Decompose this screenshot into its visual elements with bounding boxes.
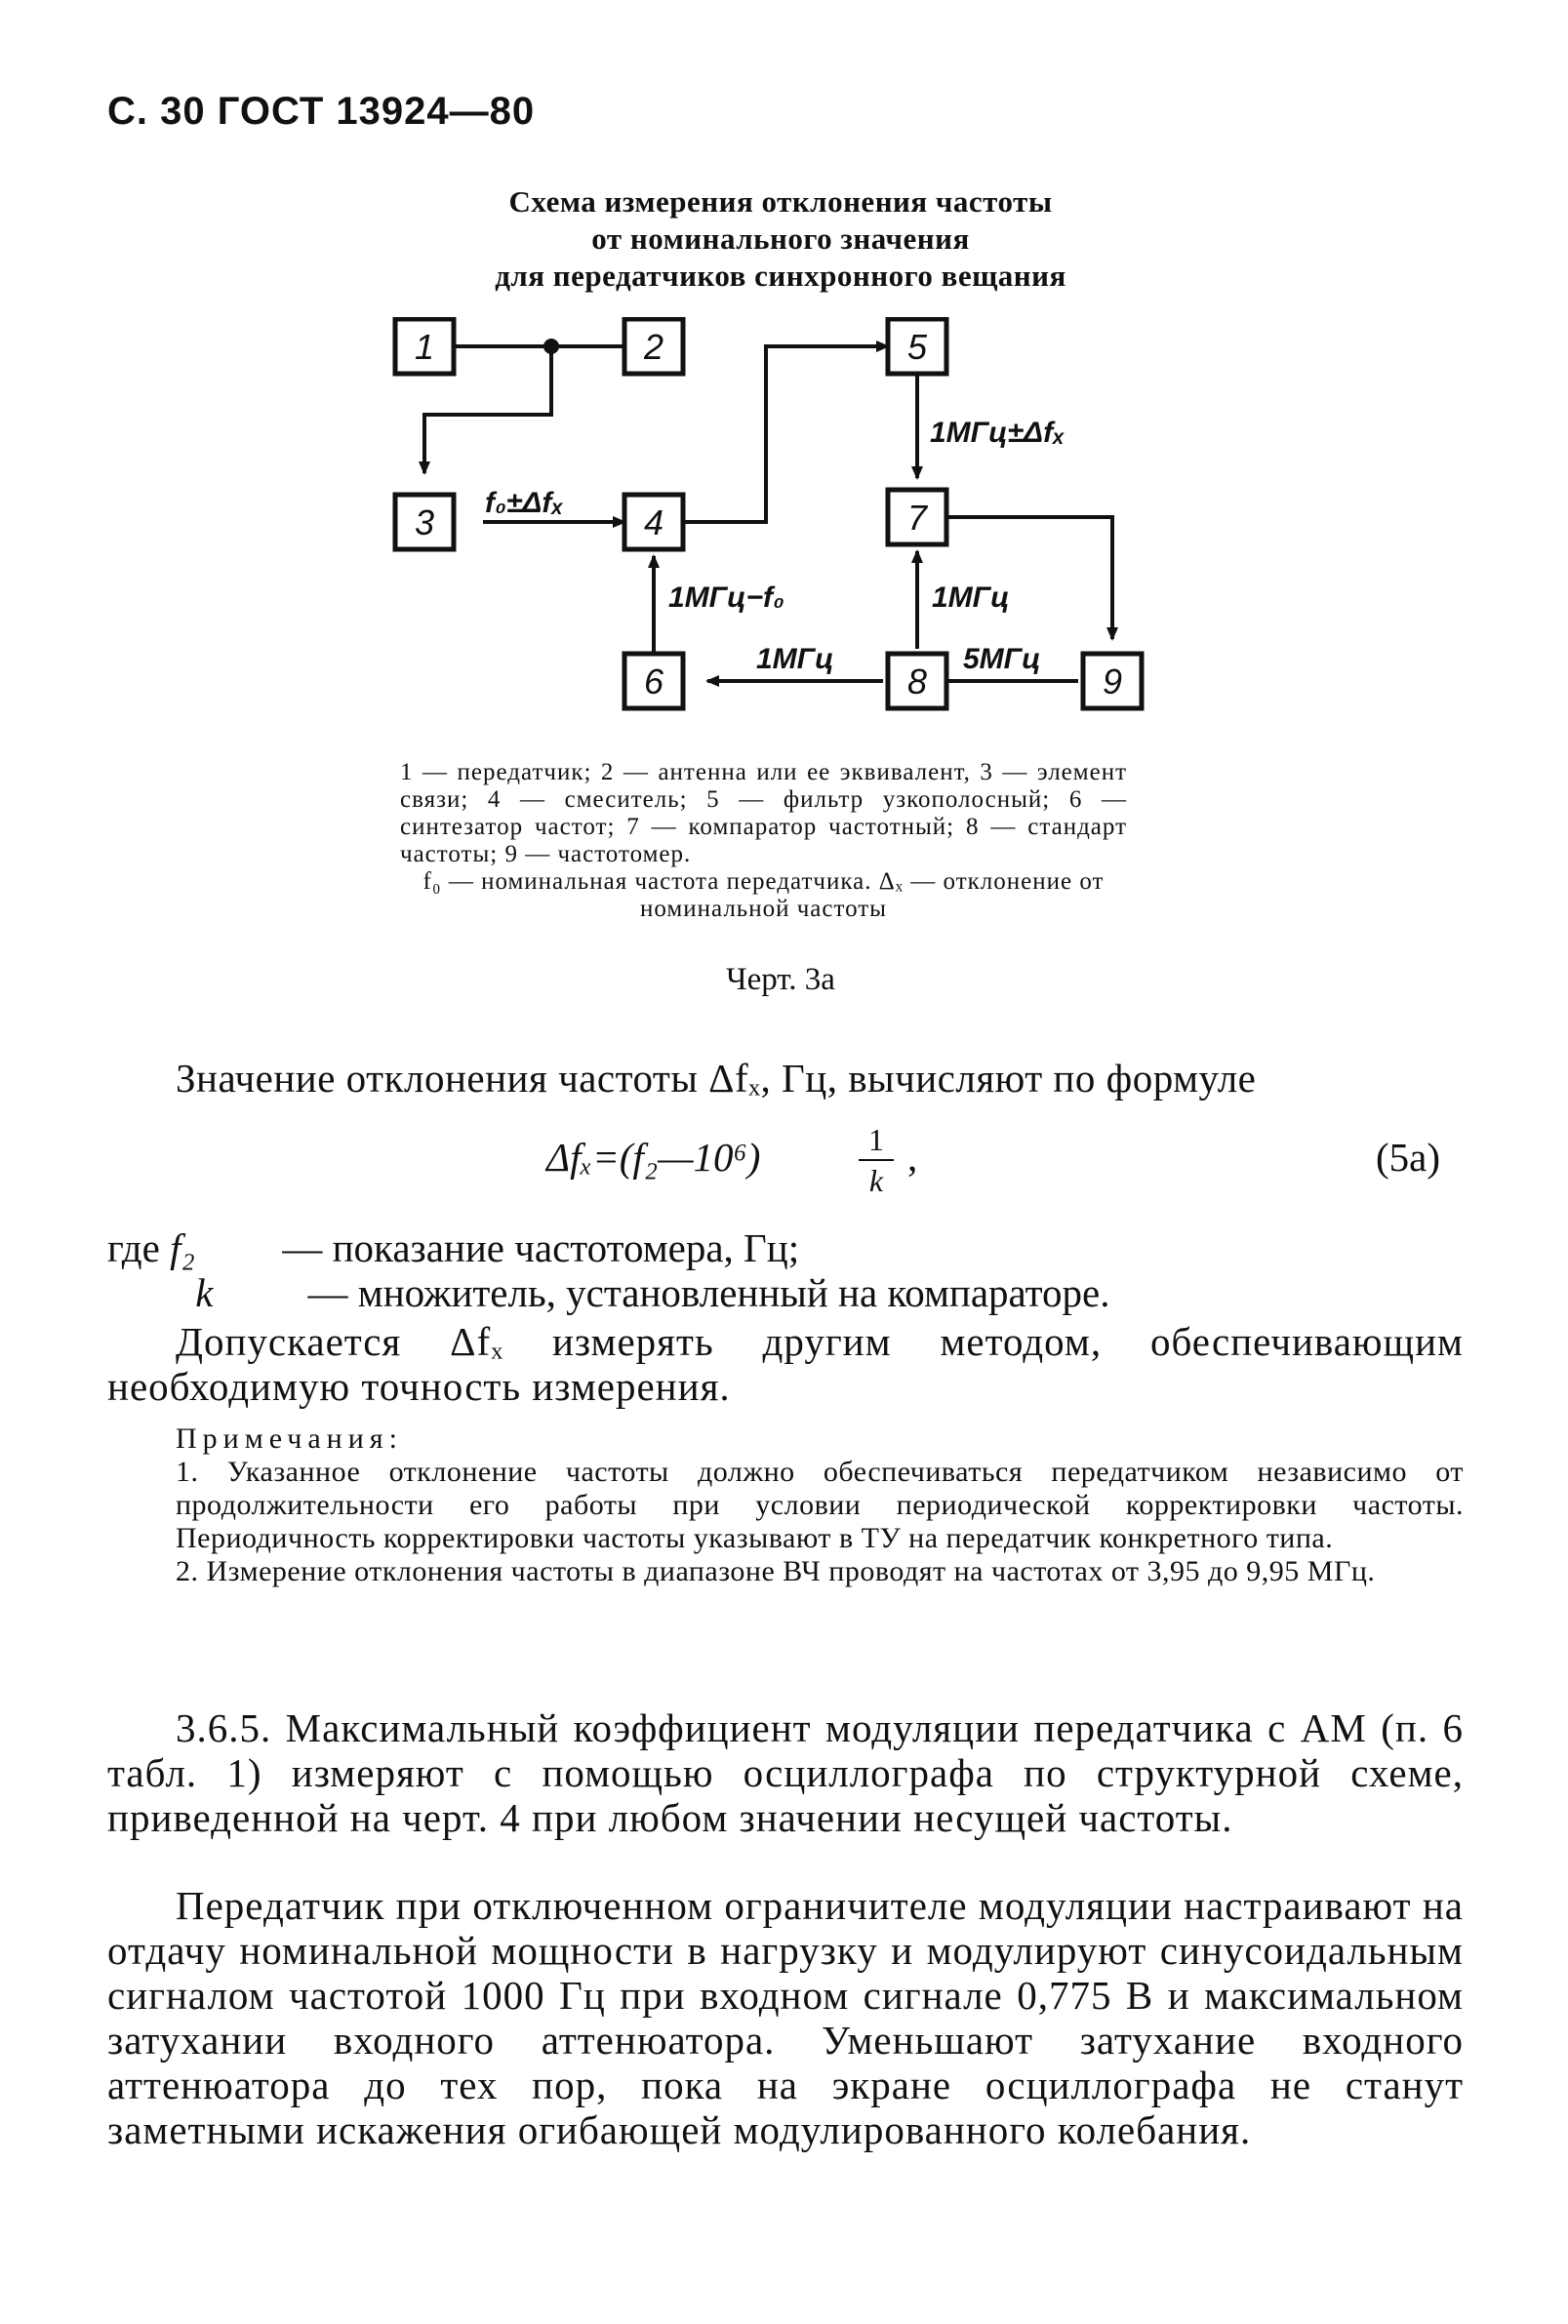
signal-label-1mhz-pm: 1МГц±Δfₓ: [930, 417, 1065, 449]
formula-5a: [0, 1122, 1568, 1210]
figure-title: [371, 183, 1190, 295]
legend-line: 1 — передатчик; 2 — антенна или ее эквивалент, 3 — элемент связи; 4 — смеситель; 5 — фильтр узкополосный; 6 — синтезатор частот; 7 — компаратор частотный; 8 — стандарт частоты; 9 — частотомер.: [400, 759, 1127, 867]
fraction-bar: [859, 1159, 894, 1161]
block-9-label: 9: [1102, 661, 1123, 701]
block-8-label: 8: [906, 661, 928, 701]
formula-fraction: [859, 1122, 894, 1198]
figure-title-line: для передатчиков синхронного вещания: [495, 259, 1066, 293]
formula-number: (5а): [1376, 1135, 1441, 1180]
block-4-label: 4: [643, 502, 664, 542]
where-row: [107, 1225, 1110, 1270]
notes: [176, 1422, 1464, 1588]
line-7-9: [946, 517, 1112, 639]
where-symbol: k: [195, 1270, 214, 1315]
legend-line: f₀ — номинальная частота передатчика. Δₓ — отклонение от номинальной частоты: [422, 868, 1105, 922]
where-text: — показание частотомера, Гц;: [282, 1225, 800, 1270]
figure-title-line: Схема измерения отклонения частоты: [508, 184, 1053, 219]
formula-comma: ,: [907, 1135, 918, 1180]
permit-paragraph: Допускается Δfₓ измерять другим методом, обеспечивающим необходимую точность измерения.: [107, 1319, 1464, 1409]
figure-title-line: от номинального значения: [591, 221, 970, 256]
signal-label-1mhz-7: 1МГц: [932, 581, 1010, 614]
figure-caption: Черт. 3а: [726, 962, 835, 997]
signal-label-1mhz-minus-f0: 1МГц−f₀: [668, 581, 784, 614]
where-text: — множитель, установленный на компараторе.: [307, 1270, 1110, 1315]
block-3-label: 3: [414, 502, 435, 542]
note-item: 1. Указанное отклонение частоты должно обеспечиваться передатчиком независимо от продолжительности его работы при условии периодической корректировки частоты. Периодичность корректировки частоты указывают в ТУ на передатчик конкретного типа.: [176, 1456, 1464, 1554]
note-item: 2. Измерение отклонения частоты в диапазоне ВЧ проводят на частотах от 3,95 до 9,95 МГц.: [176, 1555, 1376, 1587]
block-7-label: 7: [906, 498, 928, 538]
formula-lhs: Δfₓ=(f₂—10⁶): [546, 1135, 761, 1180]
figure-legend: [400, 759, 1127, 923]
block-2-label: 2: [643, 327, 664, 367]
block-6-label: 6: [643, 661, 664, 701]
page-header: С. 30 ГОСТ 13924—80: [107, 90, 536, 133]
block-diagram: [385, 317, 1166, 727]
block-1-label: 1: [414, 327, 435, 367]
section-3-6-5: 3.6.5. Максимальный коэффициент модуляции передатчика с АМ (п. 6 табл. 1) измеряют с помощью осциллографа по структурной схеме, приведенной на черт. 4 при любом значении несущей частоты.: [107, 1705, 1464, 1840]
formula-intro: Значение отклонения частоты Δfₓ, Гц, вычисляют по формуле: [176, 1056, 1257, 1101]
signal-label-f0-dfx: f₀±Δfₓ: [485, 487, 564, 519]
where-symbol: f₂: [170, 1225, 195, 1270]
where-row: [107, 1270, 1110, 1315]
formula-denominator: k: [868, 1163, 884, 1198]
body-paragraph: Передатчик при отключенном ограничителе модуляции настраивают на отдачу номинальной мощности в нагрузку и модулируют синусоидальным сигналом частотой 1000 Гц при входном сигнале 0,775 В и максимальном затухании входного аттенюатора. Уменьшают затухание входного аттенюатора до тех пор, пока на экране осциллографа не станут заметными искажения огибающей модулированного колебания.: [107, 1883, 1464, 2152]
block-5-label: 5: [906, 327, 928, 367]
notes-heading: Примечания:: [176, 1422, 403, 1455]
where-prefix: где: [107, 1225, 160, 1270]
formula-numerator: 1: [868, 1122, 884, 1157]
line-4-5: [683, 346, 888, 522]
where-list: [107, 1225, 1110, 1315]
signal-label-1mhz-6: 1МГц: [756, 643, 834, 675]
signal-label-5mhz: 5МГц: [963, 643, 1041, 675]
